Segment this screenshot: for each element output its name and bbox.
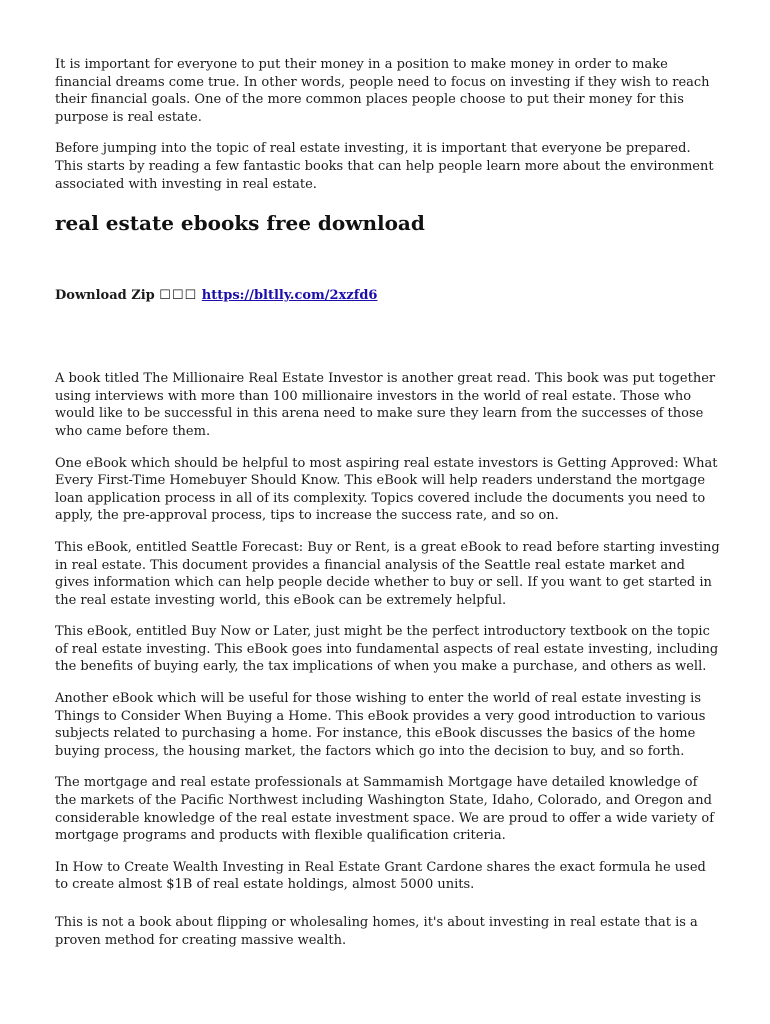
download-link[interactable]: https://bltlly.com/2xzfd6: [201, 288, 378, 304]
download-line: [55, 287, 720, 304]
download-label: Download Zip: [55, 288, 155, 304]
body-paragraph-6: The mortgage and real estate professionals at Sammamish Mortgage have detailed knowledge of the markets of the Pacific Northwest including Washington State, Idaho, Colorado, and Oregon and considerable knowledge of the real estate investment space. We are proud to offer a wide variety of mortgage programs and products with flexible qualification criteria.: [55, 775, 715, 844]
download-arrows-icon: ☐☐☐: [159, 288, 198, 304]
body-paragraph-8: This is not a book about flipping or wholesaling homes, it's about investing in real estate that is a proven method for creating massive wealth.: [55, 915, 698, 948]
body-paragraph-7: In How to Create Wealth Investing in Real Estate Grant Cardone shares the exact formula he used to create almost $1B of real estate holdings, almost 5000 units.: [55, 859, 706, 893]
page-heading: real estate ebooks free download: [55, 211, 425, 236]
body-paragraph-2: One eBook which should be helpful to most aspiring real estate investors is Getting Approved: What Every First-Time Homebuyer Should Know. This eBook will help readers understand the mortgage loan application process in all of its complexity. Topics covered include the documents you need to apply, the pre-approval process, tips to increase the success rate, and so on.: [55, 455, 718, 524]
intro-paragraph-2: Before jumping into the topic of real estate investing, it is important that everyone be prepared. This starts by reading a few fantastic books that can help people learn more about the environment associated with investing in real estate.: [55, 141, 714, 192]
body-paragraph-3: This eBook, entitled Seattle Forecast: Buy or Rent, is a great eBook to read before starting investing in real estate. This document provides a financial analysis of the Seattle real estate market and gives information which can help people decide whether to buy or sell. If you want to get started in the real estate investing world, this eBook can be extremely helpful.: [55, 539, 720, 608]
body-paragraph-1: A book titled The Millionaire Real Estate Investor is another great read. This book was put together using interviews with more than 100 millionaire investors in the world of real estate. Those who would like to be successful in this arena need to make sure they learn from the successes of those who came before them.: [55, 371, 716, 439]
body-paragraph-5: Another eBook which will be useful for those wishing to enter the world of real estate investing is Things to Consider When Buying a Home. This eBook provides a very good introduction to various subjects related to purchasing a home. For instance, this eBook discusses the basics of the home buying process, the housing market, the factors which go into the decision to buy, and so forth.: [55, 691, 706, 759]
document-page: [55, 56, 720, 963]
article-body: [55, 370, 720, 949]
intro-paragraph-1: It is important for everyone to put their money in a position to make money in order to make financial dreams come true. In other words, people need to focus on investing if they wish to reach their financial goals. One of the more common places people choose to put their money for this purpose is real estate.: [55, 57, 710, 125]
body-paragraph-4: This eBook, entitled Buy Now or Later, just might be the perfect introductory textbook on the topic of real estate investing. This eBook goes into fundamental aspects of real estate investing, including the benefits of buying early, the tax implications of when you make a purchase, and others as well.: [55, 624, 719, 675]
